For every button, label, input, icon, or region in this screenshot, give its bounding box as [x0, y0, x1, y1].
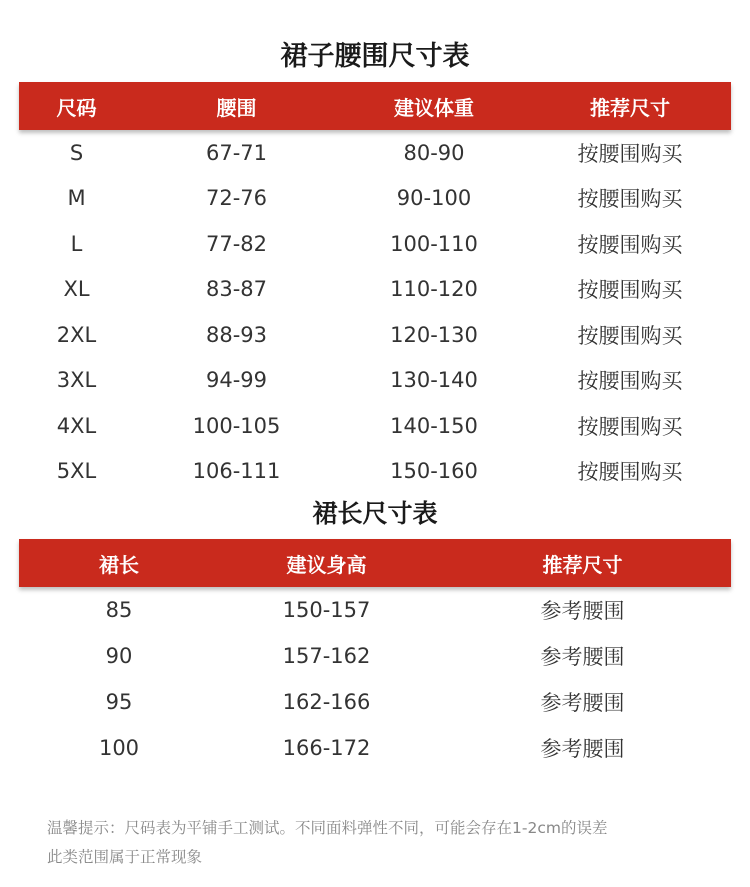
cell-size: M — [67, 186, 86, 211]
cell-size: 5XL — [56, 459, 97, 484]
cell-size: 2XL — [56, 322, 97, 347]
cell-recommend: 按腰围购买 — [577, 232, 683, 257]
cell-weight: 120-130 — [390, 322, 478, 347]
length-table-header — [19, 539, 731, 587]
table-row — [19, 267, 731, 313]
cell-recommend: 参考腰围 — [540, 691, 625, 715]
cell-weight: 140-150 — [390, 413, 478, 438]
cell-recommend: 按腰围购买 — [577, 460, 683, 485]
cell-waist: 88-93 — [205, 322, 268, 347]
waist-table-header — [19, 82, 731, 130]
cell-length: 85 — [105, 598, 133, 622]
cell-waist: 67-71 — [205, 140, 268, 165]
cell-weight: 130-140 — [390, 368, 478, 393]
table-row — [19, 633, 731, 679]
note-line-2: 此类范围属于正常现象 — [47, 848, 203, 866]
cell-recommend: 按腰围购买 — [577, 278, 683, 303]
table-row — [19, 449, 731, 495]
waist-size-table — [19, 82, 731, 494]
cell-recommend: 按腰围购买 — [577, 323, 683, 348]
cell-weight: 80-90 — [403, 140, 465, 165]
cell-waist: 106-111 — [192, 459, 281, 484]
header-length: 裙长 — [99, 552, 139, 577]
cell-waist: 77-82 — [205, 231, 268, 256]
cell-waist: 94-99 — [205, 368, 268, 393]
table-row — [19, 725, 731, 771]
cell-recommend: 参考腰围 — [540, 737, 625, 761]
cell-size: XL — [63, 277, 90, 302]
cell-weight: 110-120 — [390, 277, 478, 302]
cell-height: 166-172 — [282, 736, 371, 760]
header-height: 建议身高 — [286, 552, 367, 577]
cell-height: 162-166 — [282, 690, 371, 714]
cell-recommend: 参考腰围 — [540, 599, 625, 623]
cell-weight: 100-110 — [390, 231, 478, 256]
cell-height: 157-162 — [282, 644, 371, 668]
cell-recommend: 按腰围购买 — [577, 187, 683, 212]
cell-size: 3XL — [56, 368, 97, 393]
cell-recommend: 按腰围购买 — [577, 141, 683, 166]
cell-recommend: 参考腰围 — [540, 645, 625, 669]
cell-length: 100 — [98, 736, 140, 760]
header-weight: 建议体重 — [394, 95, 474, 120]
table-row — [19, 679, 731, 725]
size-note — [47, 814, 737, 872]
header-recommend: 推荐尺寸 — [590, 95, 670, 120]
waist-table-title: 裙子腰围尺寸表 — [280, 41, 470, 72]
table-row — [19, 587, 731, 633]
table-row — [19, 403, 731, 449]
cell-waist: 83-87 — [205, 277, 268, 302]
cell-height: 150-157 — [282, 598, 371, 622]
header-waist: 腰围 — [216, 95, 257, 120]
header-size: 尺码 — [56, 95, 97, 120]
cell-waist: 100-105 — [192, 413, 281, 438]
length-size-table — [19, 539, 731, 771]
header-recommend: 推荐尺寸 — [542, 552, 623, 577]
cell-size: S — [69, 140, 84, 165]
table-row — [19, 312, 731, 358]
cell-weight: 150-160 — [390, 459, 478, 484]
table-row — [19, 221, 731, 267]
cell-waist: 72-76 — [205, 186, 268, 211]
cell-length: 95 — [105, 690, 133, 714]
table-row — [19, 358, 731, 404]
table-row — [19, 130, 731, 176]
length-table-title: 裙长尺寸表 — [312, 499, 438, 528]
cell-weight: 90-100 — [396, 186, 472, 211]
cell-recommend: 按腰围购买 — [577, 369, 683, 394]
table-row — [19, 176, 731, 222]
cell-recommend: 按腰围购买 — [577, 414, 683, 439]
cell-size: L — [70, 231, 83, 256]
cell-length: 90 — [105, 644, 133, 668]
note-line-1: 温馨提示：尺码表为平铺手工测试。不同面料弹性不同，可能会存在1-2cm的误差 — [47, 819, 608, 837]
cell-size: 4XL — [56, 413, 97, 438]
